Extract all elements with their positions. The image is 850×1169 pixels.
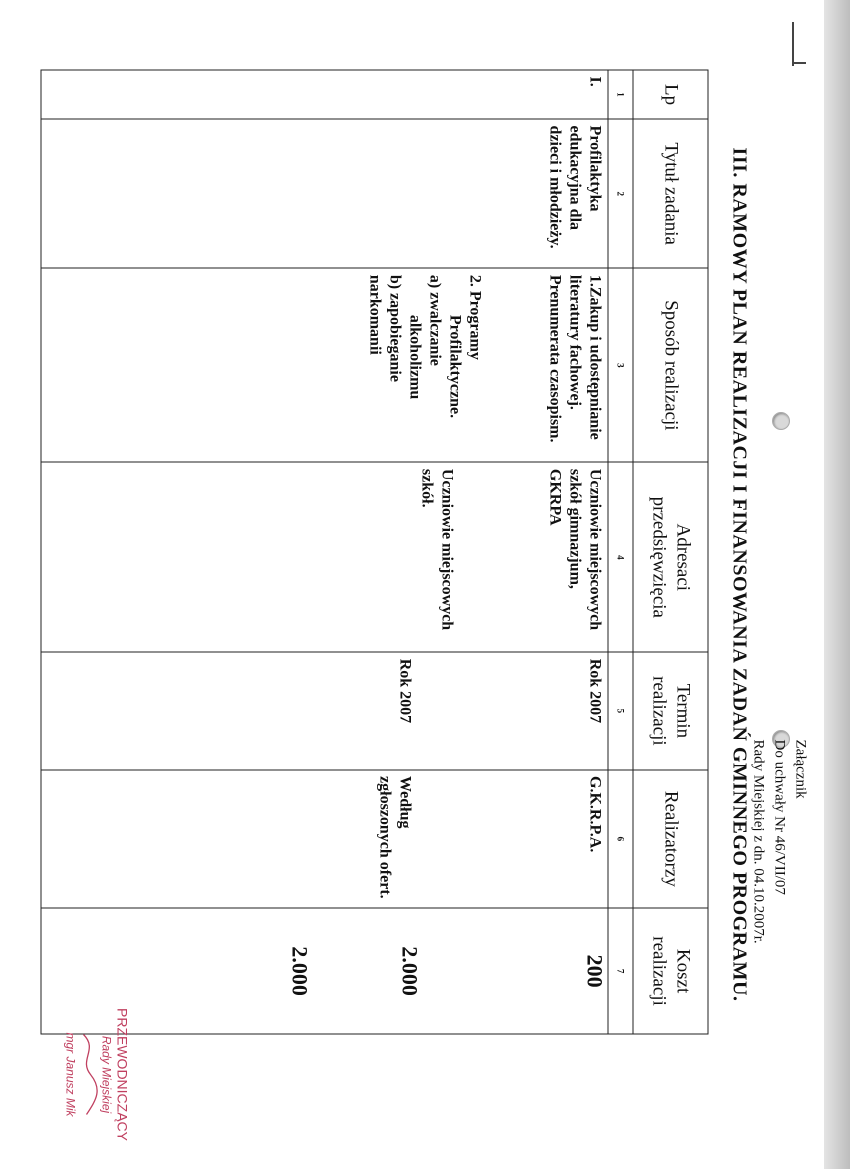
document-page: [1, 0, 850, 1169]
method-item: 2. Programy: [466, 274, 484, 360]
col-header-method: Sposób realizacji: [633, 268, 708, 462]
method-item: alkoholizmu: [406, 314, 424, 400]
executors-item: G.K.R.P.A.: [586, 776, 604, 853]
cost-item: 200: [582, 954, 608, 988]
plan-table: [41, 70, 709, 1035]
cost-item: 2.000: [397, 946, 423, 996]
lp-cell: I.: [41, 70, 608, 119]
index-row: [608, 70, 633, 1034]
table-row: [41, 70, 608, 1034]
header-line: Załącznik: [792, 739, 809, 799]
addressees-item: Uczniowie miejscowych szkół gimnazjum, GKRPA: [546, 468, 604, 631]
stamp-line: mgr Janusz Mik: [63, 1032, 78, 1117]
col-header-title: Tytuł zadania: [633, 119, 708, 268]
executors-item: Według zgłoszonych ofert.: [376, 776, 414, 899]
index-cell: 1: [608, 70, 633, 119]
addressees-item: Uczniowie miejscowych szkół.: [418, 468, 456, 631]
index-cell: 5: [608, 652, 633, 769]
col-header-executors: Realizatorzy: [633, 770, 708, 909]
term-cell: [41, 652, 608, 769]
task-title-cell: Profilaktyka edukacyjna dla dzieci i młodzieży.: [41, 119, 608, 268]
method-cell: [41, 268, 608, 462]
col-header-cost: Koszt realizacji: [633, 908, 708, 1034]
header-line: Do uchwały Nr 46/VII/07: [771, 739, 788, 895]
header-line: Rady Miejskiej z dn. 04.10.2007r.: [750, 739, 767, 944]
term-item: Rok 2007: [586, 658, 604, 724]
col-header-lp: Lp: [633, 70, 708, 119]
col-header-addressees: Adresaci przedsięwzięcia: [633, 462, 708, 652]
method-item: b) zapobieganie narkomanii: [366, 274, 404, 382]
attachment-header: [748, 740, 811, 1040]
index-cell: 4: [608, 462, 633, 652]
method-item: Profilaktyczne.: [446, 314, 464, 419]
term-item: Rok 2007: [396, 658, 414, 724]
cost-item: 2.000: [287, 946, 313, 996]
method-item: 1.Zakup i udostępnianie literatury fachowej. Prenumerata czasopism.: [546, 274, 604, 443]
stamp-line: PRZEWODNICZĄCY: [114, 1008, 131, 1141]
index-cell: 7: [608, 908, 633, 1034]
index-cell: 6: [608, 770, 633, 909]
method-item: a) zwalczanie: [426, 274, 444, 366]
col-header-term: Termin realizacji: [633, 652, 708, 769]
header-row: [633, 70, 708, 1034]
index-cell: 3: [608, 268, 633, 462]
executors-cell: [41, 770, 608, 909]
document-title: III. RAMOWY PLAN REALIZACJI I FINANSOWANIA ZADAŃ GMINNEGO PROGRAMU.: [728, 147, 751, 1002]
signature-mark: [79, 990, 99, 1160]
chairman-stamp: [63, 990, 131, 1160]
stamp-line: Rady Miejskiej: [99, 1035, 114, 1114]
addressees-cell: [41, 462, 608, 652]
index-cell: 2: [608, 119, 633, 268]
